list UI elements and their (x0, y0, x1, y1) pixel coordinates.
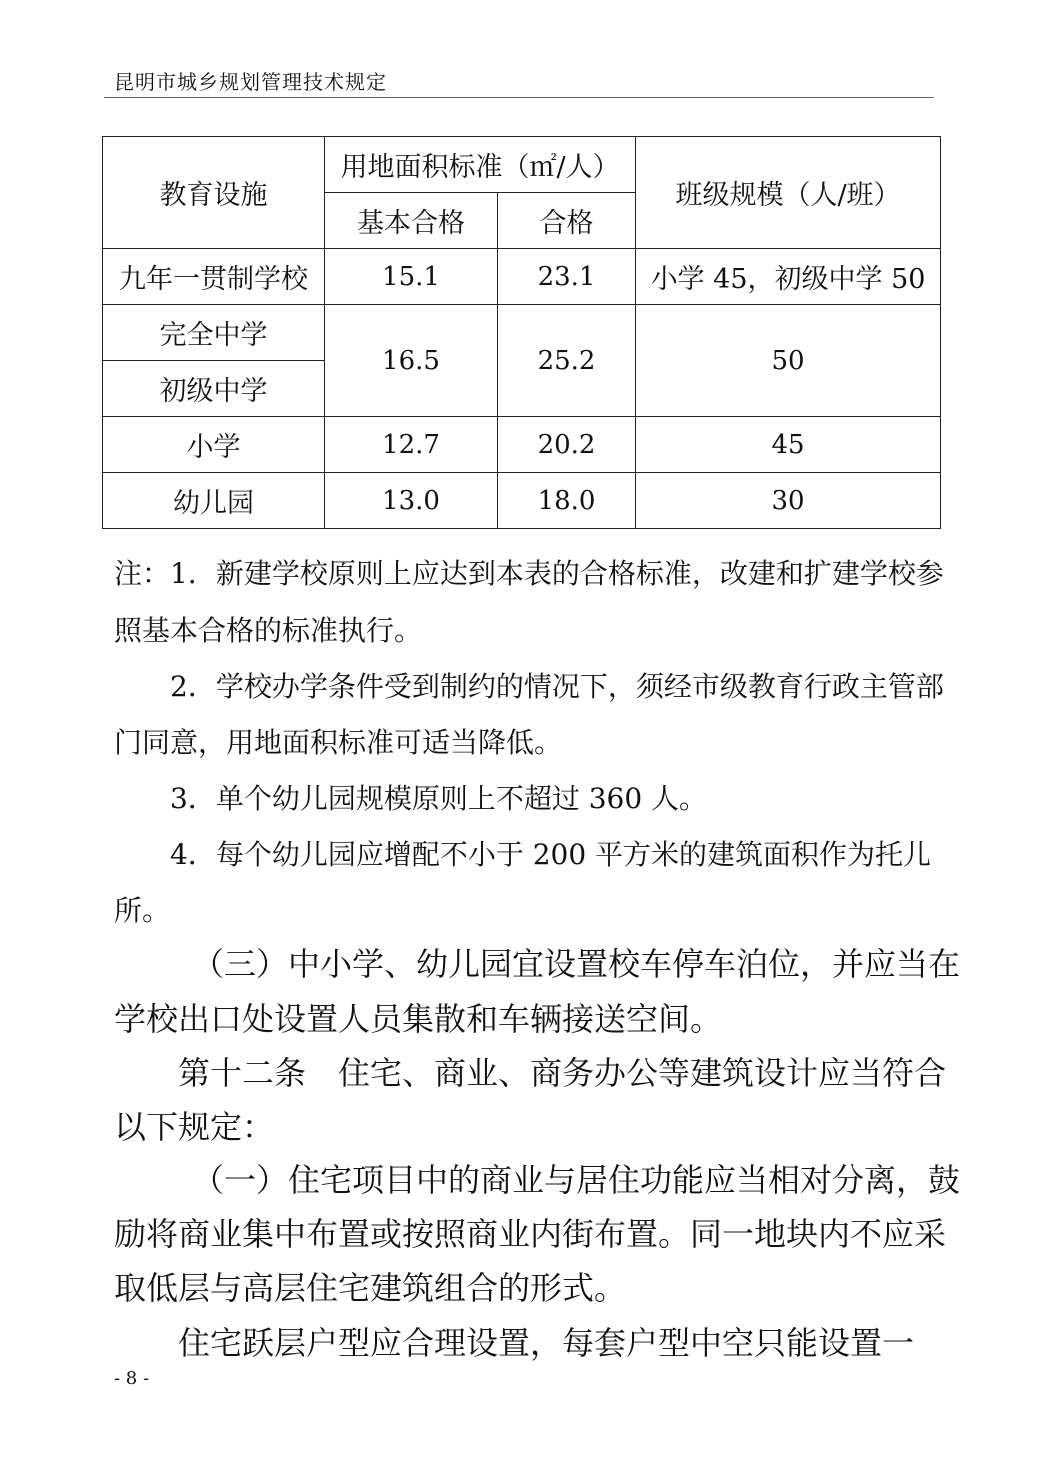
note-line: 3．单个幼儿园规模原则上不超过 360 人。 (170, 782, 708, 815)
cell-class-size: 30 (636, 473, 941, 529)
cell-qualified: 23.1 (498, 249, 636, 305)
note-line: 照基本合格的标准执行。 (114, 614, 423, 647)
header-qualified: 合格 (498, 193, 636, 249)
cell-facility: 九年一贯制学校 (103, 249, 325, 305)
table-row (103, 417, 941, 473)
body-line: 以下规定： (114, 1108, 275, 1146)
body-line: （三）中小学、幼儿园宜设置校车停车泊位，并应当在 (192, 945, 961, 983)
cell-facility: 小学 (103, 417, 325, 473)
article-heading-line: 第十二条 住宅、商业、商务办公等建筑设计应当符合 (178, 1054, 947, 1092)
table-header-row (103, 137, 941, 193)
cell-qualified: 20.2 (498, 417, 636, 473)
header-facility: 教育设施 (103, 137, 325, 249)
cell-class-size: 小学 45，初级中学 50 (636, 249, 941, 305)
cell-basic: 15.1 (325, 249, 498, 305)
note-line: 注：1．新建学校原则上应达到本表的合格标准，改建和扩建学校参 (114, 557, 944, 590)
body-line: 住宅跃层户型应合理设置，每套户型中空只能设置一 (178, 1324, 915, 1362)
cell-basic: 13.0 (325, 473, 498, 529)
cell-basic: 12.7 (325, 417, 498, 473)
cell-class-size: 50 (636, 305, 941, 417)
body-line: 学校出口处设置人员集散和车辆接送空间。 (114, 1000, 723, 1038)
header-area-standard: 用地面积标准（㎡/人） (325, 137, 636, 193)
note-line: 所。 (114, 894, 171, 927)
body-line: 励将商业集中布置或按照商业内街布置。同一地块内不应采 (114, 1215, 947, 1253)
cell-facility: 幼儿园 (103, 473, 325, 529)
body-line: （一）住宅项目中的商业与居住功能应当相对分离，鼓 (192, 1161, 961, 1199)
cell-qualified: 18.0 (498, 473, 636, 529)
header-class-size: 班级规模（人/班） (636, 137, 941, 249)
table-row (103, 305, 941, 361)
cell-qualified: 25.2 (498, 305, 636, 417)
header-basic: 基本合格 (325, 193, 498, 249)
header-divider (104, 97, 934, 98)
document-header-title: 昆明市城乡规划管理技术规定 (114, 70, 387, 94)
cell-class-size: 45 (636, 417, 941, 473)
table-row (103, 473, 941, 529)
page-number: - 8 - (114, 1368, 150, 1389)
table-row (103, 249, 941, 305)
body-line: 取低层与高层住宅建筑组合的形式。 (114, 1269, 627, 1307)
cell-facility: 完全中学 (103, 305, 325, 361)
cell-basic: 16.5 (325, 305, 498, 417)
cell-facility: 初级中学 (103, 361, 325, 417)
education-land-standard-table (102, 136, 941, 529)
note-line: 2．学校办学条件受到制约的情况下，须经市级教育行政主管部 (170, 670, 944, 703)
note-line: 门同意，用地面积标准可适当降低。 (114, 726, 563, 759)
note-line: 4．每个幼儿园应增配不小于 200 平方米的建筑面积作为托儿 (170, 838, 932, 871)
